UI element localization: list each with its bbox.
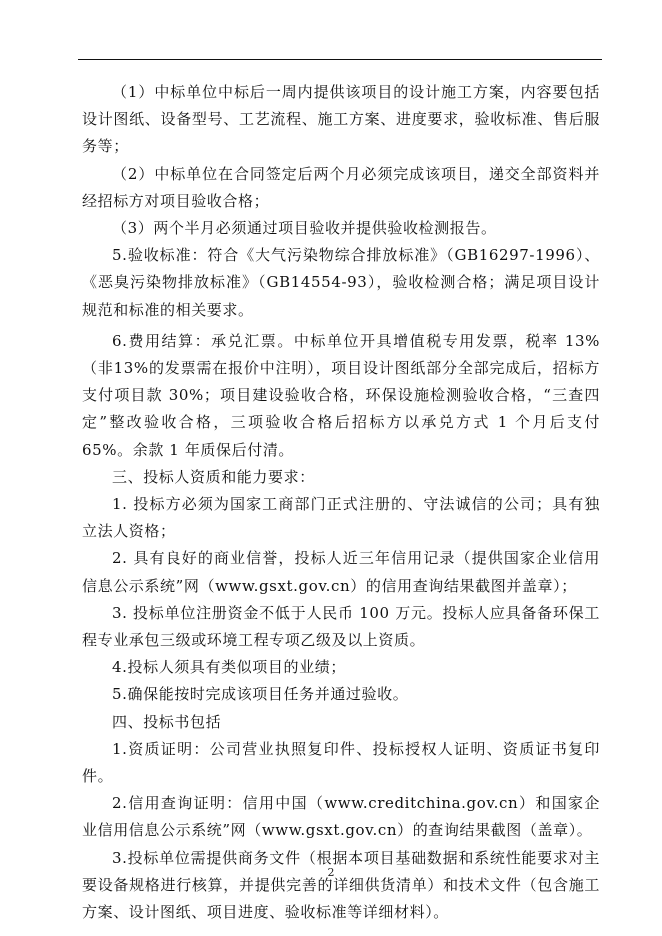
paragraph-item-2: （2）中标单位在合同签定后两个月必须完成该项目，递交全部资料并经招标方对项目验收合格； <box>82 164 600 210</box>
paragraph-item-1: （1）中标单位中标后一周内提供该项目的设计施工方案，内容要包括设计图纸、设备型号、工艺流程、施工方案、进度要求，验收标准、售后服务等； <box>82 83 600 156</box>
bid-content-item-1: 1.资质证明：公司营业执照复印件、投标授权人证明、资质证书复印件。 <box>82 739 600 786</box>
qualification-item-4: 4.投标人须具有类似项目的业绩； <box>112 658 346 677</box>
bid-content-item-3: 3.投标单位需提供商务文件（根据本项目基础数据和系统性能要求对主要设备规格进行核算，并提供完善的详细供货清单）和技术文件（包含施工方案、设计图纸、项目进度、验收标准等详细材料）。 <box>82 848 600 922</box>
page-number: 2 <box>327 866 335 879</box>
qualification-item-3: 3. 投标单位注册资金不低于人民币 100 万元。投标人应具备备环保工程专业承包三级或环境工程专项乙级及以上资质。 <box>82 603 600 650</box>
section-heading-bid-contents: 四、投标书包括 <box>112 712 222 731</box>
qualification-item-5: 5.确保能按时完成该项目任务并通过验收。 <box>112 685 409 704</box>
paragraph-fee-settlement: 6.费用结算：承兑汇票。中标单位开具增值税专用发票，税率 13%（非13%的发票需在报价中注明），项目设计图纸部分全部完成后，招标方支付项目款 30%；项目建设验收合格，环保设施检测验收合格，“三查四定”整改验收合格，三项验收合格后招标方以承兑方式 1 个月后支付 65%。余款 1 年质保后付清。 <box>82 331 600 459</box>
section-heading-bidder-qualifications: 三、投标人资质和能力要求： <box>112 467 315 486</box>
paragraph-acceptance-standard: 5.验收标准：符合《大气污染物综合排放标准》（GB16297-1996）、《恶臭污染物排放标准》（GB14554-93），验收检测合格；满足项目设计规范和标准的相关要求。 <box>82 246 600 319</box>
bid-content-item-2: 2.信用查询证明：信用中国（www.creditchina.gov.cn）和国家企业信用信息公示系统”网（www.gsxt.gov.cn）的查询结果截图（盖章）。 <box>82 794 600 840</box>
qualification-item-2: 2. 具有良好的商业信誉，投标人近三年信用记录（提供国家企业信用信息公示系统”网（www.gsxt.gov.cn）的信用查询结果截图并盖章）； <box>82 549 600 595</box>
document-body <box>82 79 600 926</box>
header-rule <box>78 59 602 60</box>
paragraph-item-3: （3）两个半月必须通过项目验收并提供验收检测报告。 <box>112 219 497 238</box>
qualification-item-1: 1. 投标方必须为国家工商部门正式注册的、守法诚信的公司；具有独立法人资格； <box>82 495 600 541</box>
